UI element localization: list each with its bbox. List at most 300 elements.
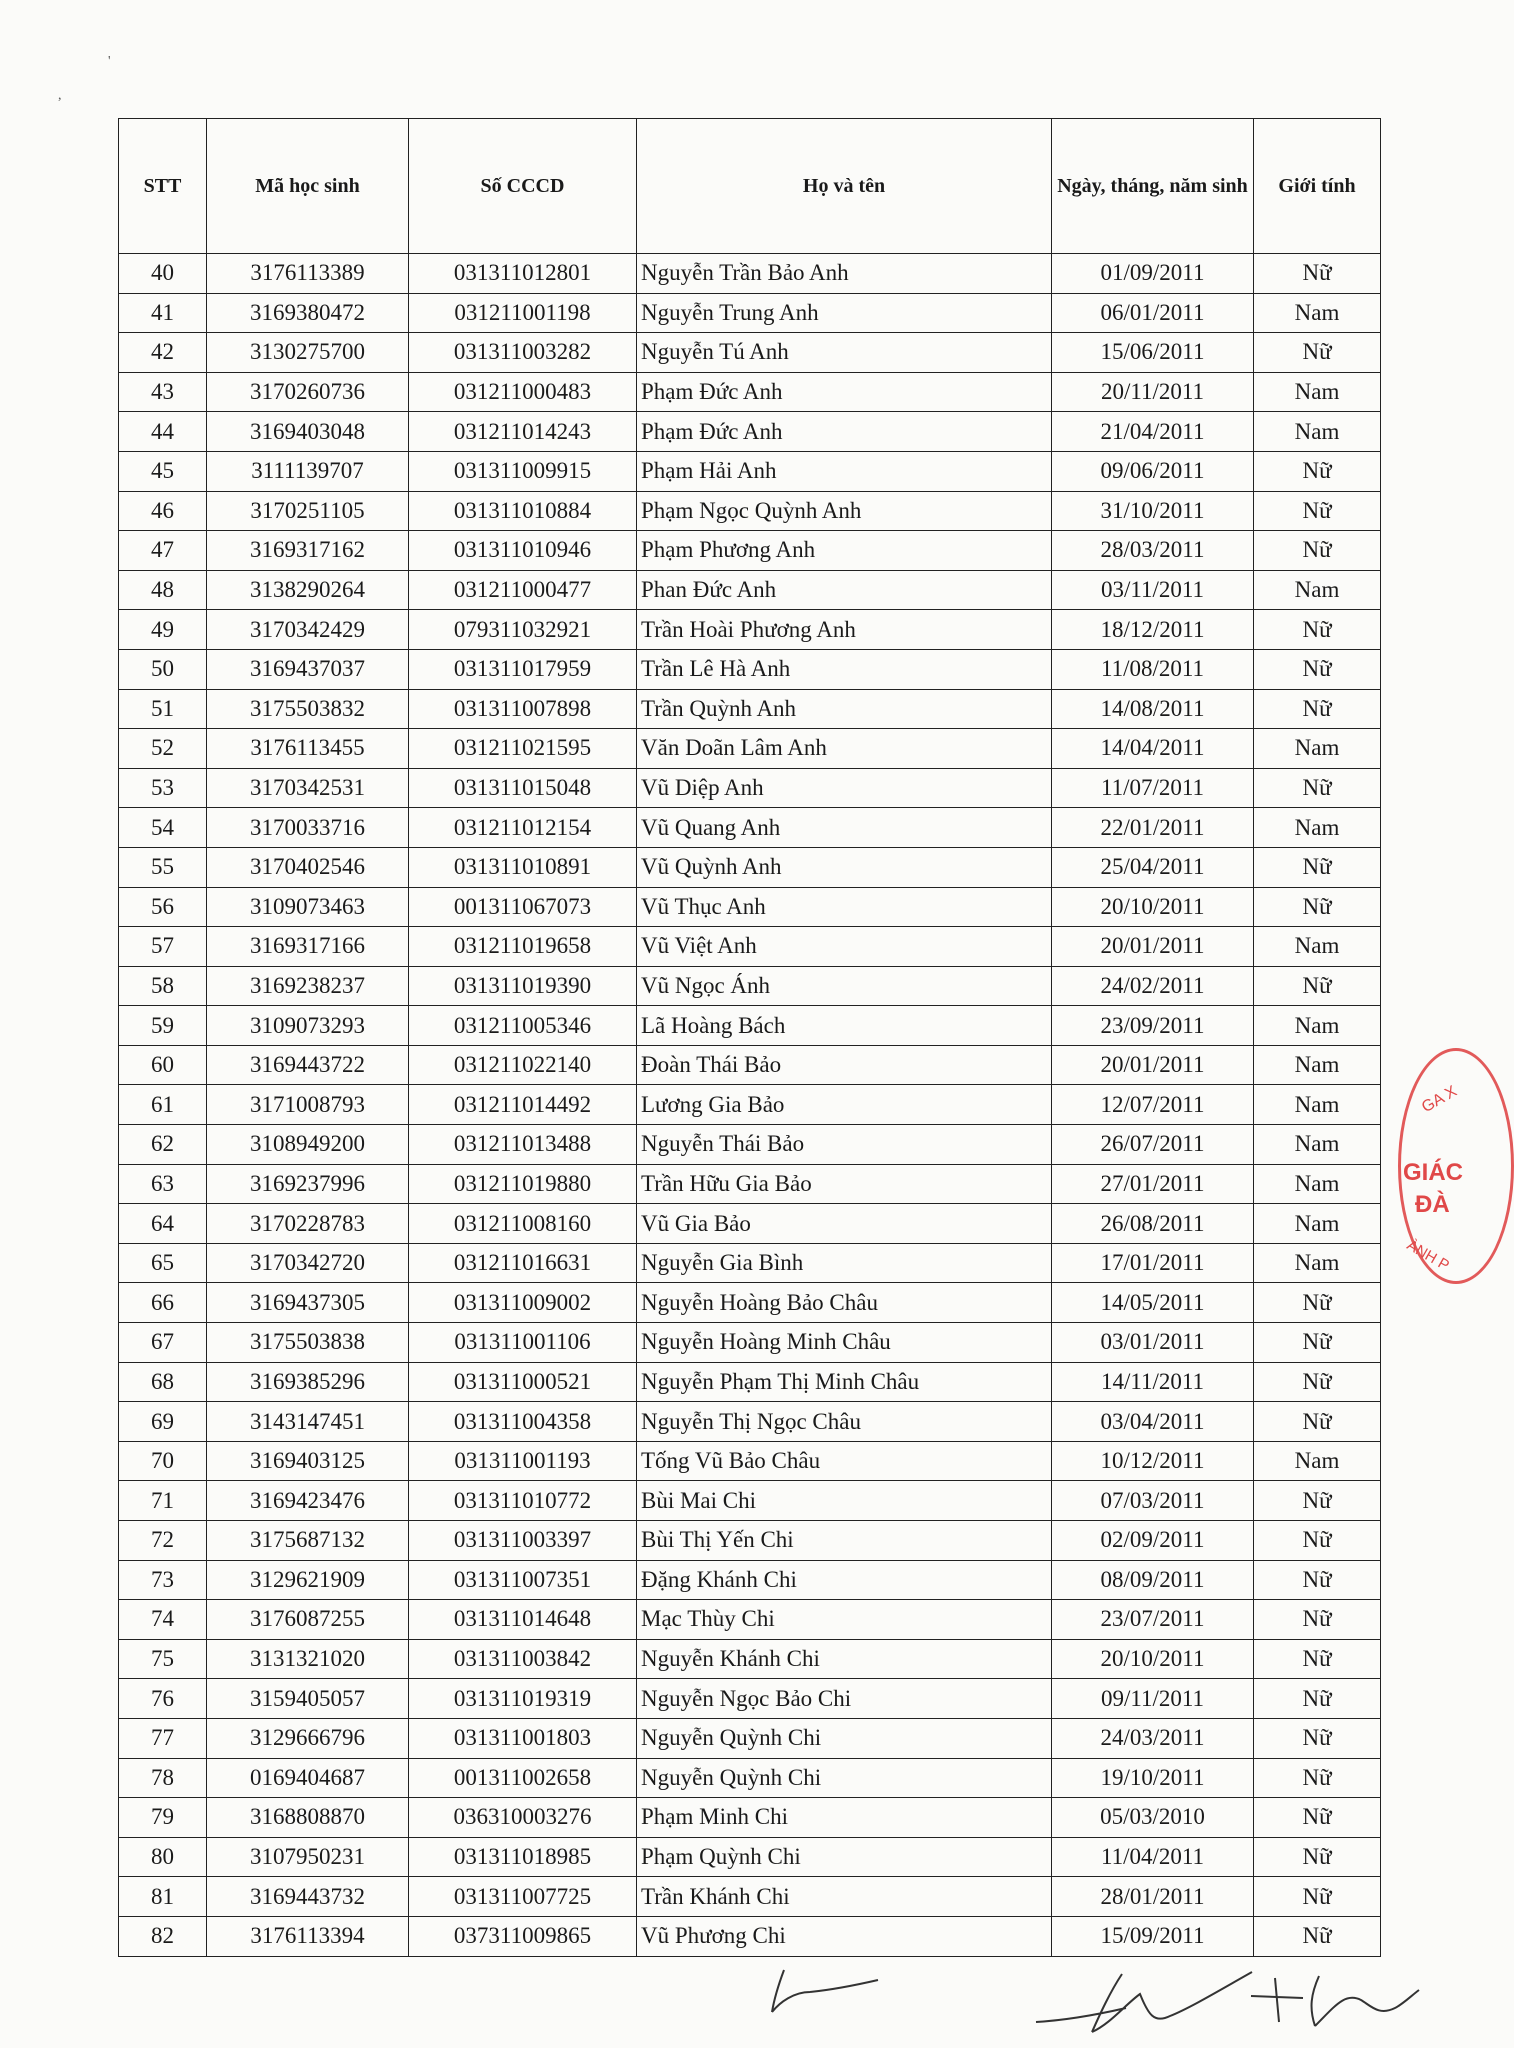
cell-student-id: 3169437305 <box>207 1283 409 1323</box>
cell-stt: 62 <box>119 1125 207 1165</box>
cell-stt: 42 <box>119 333 207 373</box>
cell-stt: 59 <box>119 1006 207 1046</box>
cell-gender: Nữ <box>1254 768 1381 808</box>
cell-stt: 76 <box>119 1679 207 1719</box>
cell-full-name: Bùi Thị Yến Chi <box>637 1521 1052 1561</box>
cell-full-name: Nguyễn Tú Anh <box>637 333 1052 373</box>
cell-gender: Nữ <box>1254 649 1381 689</box>
cell-full-name: Nguyễn Quỳnh Chi <box>637 1758 1052 1798</box>
table-row <box>119 1402 1381 1442</box>
cell-gender: Nữ <box>1254 1521 1381 1561</box>
cell-dob: 20/11/2011 <box>1052 372 1254 412</box>
cell-gender: Nữ <box>1254 1758 1381 1798</box>
table-row <box>119 1798 1381 1838</box>
cell-student-id: 0169404687 <box>207 1758 409 1798</box>
cell-dob: 20/10/2011 <box>1052 1639 1254 1679</box>
table-row <box>119 808 1381 848</box>
table-row <box>119 531 1381 571</box>
table-row <box>119 1718 1381 1758</box>
cell-cccd: 031311009915 <box>409 451 637 491</box>
table-row <box>119 966 1381 1006</box>
cell-dob: 14/11/2011 <box>1052 1362 1254 1402</box>
cell-gender: Nam <box>1254 1085 1381 1125</box>
cell-stt: 54 <box>119 808 207 848</box>
cell-full-name: Lã Hoàng Bách <box>637 1006 1052 1046</box>
cell-full-name: Vũ Diệp Anh <box>637 768 1052 808</box>
cell-cccd: 031311003842 <box>409 1639 637 1679</box>
cell-cccd: 031311019390 <box>409 966 637 1006</box>
cell-dob: 17/01/2011 <box>1052 1243 1254 1283</box>
cell-full-name: Phạm Đức Anh <box>637 412 1052 452</box>
cell-student-id: 3169238237 <box>207 966 409 1006</box>
cell-student-id: 3176113455 <box>207 729 409 769</box>
cell-dob: 28/01/2011 <box>1052 1877 1254 1917</box>
cell-stt: 60 <box>119 1045 207 1085</box>
header-full-name: Họ và tên <box>637 119 1052 254</box>
cell-gender: Nữ <box>1254 1718 1381 1758</box>
cell-full-name: Bùi Mai Chi <box>637 1481 1052 1521</box>
cell-stt: 48 <box>119 570 207 610</box>
table-row <box>119 1243 1381 1283</box>
cell-student-id: 3109073293 <box>207 1006 409 1046</box>
cell-dob: 31/10/2011 <box>1052 491 1254 531</box>
cell-dob: 14/08/2011 <box>1052 689 1254 729</box>
cell-student-id: 3169385296 <box>207 1362 409 1402</box>
cell-cccd: 031211021595 <box>409 729 637 769</box>
cell-gender: Nam <box>1254 570 1381 610</box>
cell-student-id: 3176113394 <box>207 1916 409 1956</box>
cell-gender: Nữ <box>1254 689 1381 729</box>
cell-full-name: Nguyễn Hoàng Minh Châu <box>637 1323 1052 1363</box>
cell-cccd: 031311004358 <box>409 1402 637 1442</box>
cell-stt: 47 <box>119 531 207 571</box>
cell-stt: 65 <box>119 1243 207 1283</box>
cell-gender: Nữ <box>1254 1837 1381 1877</box>
cell-stt: 71 <box>119 1481 207 1521</box>
signature-3 <box>1245 1966 1425 2036</box>
cell-student-id: 3169317162 <box>207 531 409 571</box>
cell-dob: 12/07/2011 <box>1052 1085 1254 1125</box>
cell-student-id: 3129621909 <box>207 1560 409 1600</box>
cell-full-name: Nguyễn Hoàng Bảo Châu <box>637 1283 1052 1323</box>
cell-full-name: Nguyễn Phạm Thị Minh Châu <box>637 1362 1052 1402</box>
cell-cccd: 031311001803 <box>409 1718 637 1758</box>
cell-full-name: Phan Đức Anh <box>637 570 1052 610</box>
cell-dob: 11/04/2011 <box>1052 1837 1254 1877</box>
scan-speck: ' <box>108 54 111 69</box>
cell-full-name: Tống Vũ Bảo Châu <box>637 1441 1052 1481</box>
cell-gender: Nữ <box>1254 1679 1381 1719</box>
cell-gender: Nữ <box>1254 1877 1381 1917</box>
cell-cccd: 031211001198 <box>409 293 637 333</box>
table-row <box>119 887 1381 927</box>
table-row <box>119 372 1381 412</box>
cell-student-id: 3143147451 <box>207 1402 409 1442</box>
cell-gender: Nữ <box>1254 966 1381 1006</box>
cell-gender: Nữ <box>1254 847 1381 887</box>
cell-gender: Nữ <box>1254 1600 1381 1640</box>
cell-gender: Nữ <box>1254 491 1381 531</box>
cell-cccd: 031311009002 <box>409 1283 637 1323</box>
cell-full-name: Trần Hữu Gia Bảo <box>637 1164 1052 1204</box>
cell-cccd: 031311001193 <box>409 1441 637 1481</box>
cell-cccd: 031311017959 <box>409 649 637 689</box>
cell-full-name: Phạm Quỳnh Chi <box>637 1837 1052 1877</box>
cell-gender: Nữ <box>1254 1283 1381 1323</box>
cell-dob: 19/10/2011 <box>1052 1758 1254 1798</box>
table-row <box>119 1045 1381 1085</box>
cell-stt: 52 <box>119 729 207 769</box>
cell-stt: 69 <box>119 1402 207 1442</box>
cell-gender: Nữ <box>1254 887 1381 927</box>
table-row <box>119 1283 1381 1323</box>
cell-student-id: 3159405057 <box>207 1679 409 1719</box>
cell-gender: Nữ <box>1254 254 1381 294</box>
cell-stt: 45 <box>119 451 207 491</box>
cell-full-name: Nguyễn Thị Ngọc Châu <box>637 1402 1052 1442</box>
cell-dob: 23/07/2011 <box>1052 1600 1254 1640</box>
cell-student-id: 3170228783 <box>207 1204 409 1244</box>
cell-cccd: 031211008160 <box>409 1204 637 1244</box>
cell-full-name: Phạm Đức Anh <box>637 372 1052 412</box>
cell-stt: 41 <box>119 293 207 333</box>
cell-full-name: Vũ Việt Anh <box>637 927 1052 967</box>
cell-dob: 28/03/2011 <box>1052 531 1254 571</box>
cell-student-id: 3170033716 <box>207 808 409 848</box>
cell-full-name: Vũ Thục Anh <box>637 887 1052 927</box>
cell-stt: 75 <box>119 1639 207 1679</box>
cell-full-name: Nguyễn Quỳnh Chi <box>637 1718 1052 1758</box>
cell-gender: Nữ <box>1254 610 1381 650</box>
seal-text: GA X <box>1419 1082 1460 1117</box>
cell-gender: Nam <box>1254 1045 1381 1085</box>
cell-student-id: 3131321020 <box>207 1639 409 1679</box>
cell-student-id: 3169317166 <box>207 927 409 967</box>
table-row <box>119 491 1381 531</box>
cell-stt: 61 <box>119 1085 207 1125</box>
student-roster-table <box>118 118 1381 1957</box>
cell-gender: Nam <box>1254 1243 1381 1283</box>
cell-dob: 24/02/2011 <box>1052 966 1254 1006</box>
table-row <box>119 649 1381 689</box>
cell-gender: Nam <box>1254 927 1381 967</box>
table-row <box>119 1006 1381 1046</box>
table-row <box>119 451 1381 491</box>
official-seal <box>1398 1048 1514 1284</box>
cell-gender: Nữ <box>1254 531 1381 571</box>
cell-full-name: Đoàn Thái Bảo <box>637 1045 1052 1085</box>
cell-dob: 26/07/2011 <box>1052 1125 1254 1165</box>
cell-student-id: 3169403048 <box>207 412 409 452</box>
cell-dob: 15/06/2011 <box>1052 333 1254 373</box>
cell-cccd: 031311010946 <box>409 531 637 571</box>
cell-cccd: 037311009865 <box>409 1916 637 1956</box>
cell-full-name: Vũ Quỳnh Anh <box>637 847 1052 887</box>
cell-cccd: 031311010884 <box>409 491 637 531</box>
table-row <box>119 254 1381 294</box>
cell-gender: Nam <box>1254 293 1381 333</box>
cell-stt: 79 <box>119 1798 207 1838</box>
cell-stt: 70 <box>119 1441 207 1481</box>
header-student-id: Mã học sinh <box>207 119 409 254</box>
cell-dob: 24/03/2011 <box>1052 1718 1254 1758</box>
cell-cccd: 031311012801 <box>409 254 637 294</box>
cell-stt: 43 <box>119 372 207 412</box>
cell-full-name: Phạm Phương Anh <box>637 531 1052 571</box>
table-row <box>119 1600 1381 1640</box>
cell-full-name: Trần Lê Hà Anh <box>637 649 1052 689</box>
cell-student-id: 3109073463 <box>207 887 409 927</box>
table-row <box>119 1441 1381 1481</box>
cell-full-name: Nguyễn Ngọc Bảo Chi <box>637 1679 1052 1719</box>
cell-full-name: Phạm Ngọc Quỳnh Anh <box>637 491 1052 531</box>
cell-cccd: 031311001106 <box>409 1323 637 1363</box>
cell-gender: Nữ <box>1254 451 1381 491</box>
cell-dob: 09/11/2011 <box>1052 1679 1254 1719</box>
cell-cccd: 031211012154 <box>409 808 637 848</box>
cell-student-id: 3171008793 <box>207 1085 409 1125</box>
cell-cccd: 031211013488 <box>409 1125 637 1165</box>
cell-student-id: 3169443732 <box>207 1877 409 1917</box>
cell-student-id: 3169443722 <box>207 1045 409 1085</box>
header-gender: Giới tính <box>1254 119 1381 254</box>
cell-gender: Nữ <box>1254 1639 1381 1679</box>
cell-gender: Nam <box>1254 1125 1381 1165</box>
table-row <box>119 927 1381 967</box>
table-row <box>119 1521 1381 1561</box>
cell-stt: 46 <box>119 491 207 531</box>
cell-cccd: 031311018985 <box>409 1837 637 1877</box>
cell-cccd: 001311002658 <box>409 1758 637 1798</box>
cell-dob: 14/04/2011 <box>1052 729 1254 769</box>
cell-cccd: 031311007898 <box>409 689 637 729</box>
cell-cccd: 031311007351 <box>409 1560 637 1600</box>
cell-gender: Nam <box>1254 412 1381 452</box>
cell-dob: 15/09/2011 <box>1052 1916 1254 1956</box>
table-row <box>119 1085 1381 1125</box>
cell-stt: 73 <box>119 1560 207 1600</box>
table-row <box>119 1639 1381 1679</box>
cell-full-name: Nguyễn Khánh Chi <box>637 1639 1052 1679</box>
cell-gender: Nam <box>1254 729 1381 769</box>
cell-dob: 02/09/2011 <box>1052 1521 1254 1561</box>
cell-cccd: 031311003397 <box>409 1521 637 1561</box>
table-row <box>119 1877 1381 1917</box>
table-row <box>119 768 1381 808</box>
cell-full-name: Nguyễn Trung Anh <box>637 293 1052 333</box>
cell-dob: 26/08/2011 <box>1052 1204 1254 1244</box>
cell-student-id: 3170342429 <box>207 610 409 650</box>
table-row <box>119 689 1381 729</box>
cell-full-name: Phạm Minh Chi <box>637 1798 1052 1838</box>
cell-gender: Nam <box>1254 1441 1381 1481</box>
signature-1 <box>760 1962 890 2022</box>
cell-dob: 20/01/2011 <box>1052 927 1254 967</box>
cell-student-id: 3107950231 <box>207 1837 409 1877</box>
cell-dob: 22/01/2011 <box>1052 808 1254 848</box>
cell-cccd: 031211019658 <box>409 927 637 967</box>
cell-cccd: 031211014492 <box>409 1085 637 1125</box>
cell-student-id: 3108949200 <box>207 1125 409 1165</box>
table-row <box>119 1481 1381 1521</box>
seal-text: GIÁC <box>1403 1159 1463 1186</box>
table-row <box>119 1916 1381 1956</box>
cell-student-id: 3138290264 <box>207 570 409 610</box>
cell-cccd: 031211016631 <box>409 1243 637 1283</box>
cell-cccd: 031211005346 <box>409 1006 637 1046</box>
table-row <box>119 1323 1381 1363</box>
cell-full-name: Trần Khánh Chi <box>637 1877 1052 1917</box>
cell-full-name: Vũ Quang Anh <box>637 808 1052 848</box>
signature-2 <box>1030 1964 1260 2044</box>
cell-stt: 53 <box>119 768 207 808</box>
cell-stt: 74 <box>119 1600 207 1640</box>
cell-gender: Nữ <box>1254 1481 1381 1521</box>
cell-dob: 11/08/2011 <box>1052 649 1254 689</box>
cell-student-id: 3170260736 <box>207 372 409 412</box>
cell-cccd: 036310003276 <box>409 1798 637 1838</box>
cell-dob: 23/09/2011 <box>1052 1006 1254 1046</box>
cell-dob: 18/12/2011 <box>1052 610 1254 650</box>
cell-gender: Nam <box>1254 1204 1381 1244</box>
cell-stt: 77 <box>119 1718 207 1758</box>
cell-full-name: Nguyễn Thái Bảo <box>637 1125 1052 1165</box>
header-dob: Ngày, tháng, năm sinh <box>1052 119 1254 254</box>
cell-gender: Nữ <box>1254 1916 1381 1956</box>
table-row <box>119 333 1381 373</box>
cell-dob: 03/01/2011 <box>1052 1323 1254 1363</box>
cell-gender: Nữ <box>1254 1362 1381 1402</box>
cell-cccd: 031311019319 <box>409 1679 637 1719</box>
cell-cccd: 001311067073 <box>409 887 637 927</box>
cell-gender: Nữ <box>1254 1323 1381 1363</box>
cell-full-name: Nguyễn Trần Bảo Anh <box>637 254 1052 294</box>
cell-student-id: 3168808870 <box>207 1798 409 1838</box>
cell-stt: 51 <box>119 689 207 729</box>
cell-dob: 09/06/2011 <box>1052 451 1254 491</box>
cell-cccd: 031211019880 <box>409 1164 637 1204</box>
cell-cccd: 031311003282 <box>409 333 637 373</box>
seal-text: ÀNH P <box>1403 1236 1453 1275</box>
cell-gender: Nam <box>1254 1164 1381 1204</box>
header-stt: STT <box>119 119 207 254</box>
cell-full-name: Vũ Gia Bảo <box>637 1204 1052 1244</box>
cell-dob: 06/01/2011 <box>1052 293 1254 333</box>
cell-dob: 07/03/2011 <box>1052 1481 1254 1521</box>
table-row <box>119 1164 1381 1204</box>
table-row <box>119 1679 1381 1719</box>
cell-student-id: 3129666796 <box>207 1718 409 1758</box>
cell-cccd: 031311010891 <box>409 847 637 887</box>
cell-gender: Nữ <box>1254 333 1381 373</box>
table-row <box>119 1837 1381 1877</box>
cell-stt: 55 <box>119 847 207 887</box>
cell-stt: 40 <box>119 254 207 294</box>
cell-dob: 03/11/2011 <box>1052 570 1254 610</box>
table-row <box>119 1560 1381 1600</box>
cell-stt: 82 <box>119 1916 207 1956</box>
cell-full-name: Trần Hoài Phương Anh <box>637 610 1052 650</box>
cell-dob: 25/04/2011 <box>1052 847 1254 887</box>
table-row <box>119 570 1381 610</box>
cell-full-name: Phạm Hải Anh <box>637 451 1052 491</box>
cell-full-name: Đặng Khánh Chi <box>637 1560 1052 1600</box>
cell-dob: 10/12/2011 <box>1052 1441 1254 1481</box>
table-row <box>119 1125 1381 1165</box>
cell-stt: 68 <box>119 1362 207 1402</box>
table-body <box>119 254 1381 1957</box>
table-row <box>119 1362 1381 1402</box>
cell-cccd: 031311014648 <box>409 1600 637 1640</box>
cell-dob: 03/04/2011 <box>1052 1402 1254 1442</box>
cell-dob: 11/07/2011 <box>1052 768 1254 808</box>
cell-full-name: Lương Gia Bảo <box>637 1085 1052 1125</box>
cell-student-id: 3169423476 <box>207 1481 409 1521</box>
cell-dob: 20/01/2011 <box>1052 1045 1254 1085</box>
cell-stt: 63 <box>119 1164 207 1204</box>
cell-stt: 56 <box>119 887 207 927</box>
cell-student-id: 3169237996 <box>207 1164 409 1204</box>
cell-student-id: 3169437037 <box>207 649 409 689</box>
cell-stt: 49 <box>119 610 207 650</box>
table-row <box>119 412 1381 452</box>
cell-stt: 72 <box>119 1521 207 1561</box>
table-row <box>119 1758 1381 1798</box>
table-row <box>119 729 1381 769</box>
cell-student-id: 3176087255 <box>207 1600 409 1640</box>
cell-stt: 64 <box>119 1204 207 1244</box>
cell-dob: 08/09/2011 <box>1052 1560 1254 1600</box>
cell-stt: 66 <box>119 1283 207 1323</box>
cell-cccd: 031211000483 <box>409 372 637 412</box>
scan-speck: , <box>58 88 62 103</box>
cell-student-id: 3169403125 <box>207 1441 409 1481</box>
table-row <box>119 610 1381 650</box>
cell-stt: 81 <box>119 1877 207 1917</box>
table-header-row <box>119 119 1381 254</box>
cell-gender: Nữ <box>1254 1402 1381 1442</box>
cell-student-id: 3175503838 <box>207 1323 409 1363</box>
cell-gender: Nam <box>1254 808 1381 848</box>
cell-student-id: 3169380472 <box>207 293 409 333</box>
seal-text: ĐÀ <box>1415 1191 1450 1218</box>
cell-cccd: 031211014243 <box>409 412 637 452</box>
cell-stt: 57 <box>119 927 207 967</box>
table-row <box>119 293 1381 333</box>
cell-stt: 80 <box>119 1837 207 1877</box>
cell-student-id: 3175503832 <box>207 689 409 729</box>
cell-cccd: 031311010772 <box>409 1481 637 1521</box>
cell-dob: 20/10/2011 <box>1052 887 1254 927</box>
cell-dob: 01/09/2011 <box>1052 254 1254 294</box>
cell-student-id: 3170342720 <box>207 1243 409 1283</box>
cell-stt: 58 <box>119 966 207 1006</box>
cell-full-name: Trần Quỳnh Anh <box>637 689 1052 729</box>
cell-cccd: 079311032921 <box>409 610 637 650</box>
cell-full-name: Vũ Phương Chi <box>637 1916 1052 1956</box>
cell-dob: 21/04/2011 <box>1052 412 1254 452</box>
cell-dob: 05/03/2010 <box>1052 1798 1254 1838</box>
cell-student-id: 3130275700 <box>207 333 409 373</box>
cell-gender: Nữ <box>1254 1560 1381 1600</box>
table-row <box>119 847 1381 887</box>
cell-student-id: 3170251105 <box>207 491 409 531</box>
cell-cccd: 031311000521 <box>409 1362 637 1402</box>
cell-cccd: 031311015048 <box>409 768 637 808</box>
cell-stt: 44 <box>119 412 207 452</box>
cell-stt: 50 <box>119 649 207 689</box>
cell-full-name: Vũ Ngọc Ánh <box>637 966 1052 1006</box>
